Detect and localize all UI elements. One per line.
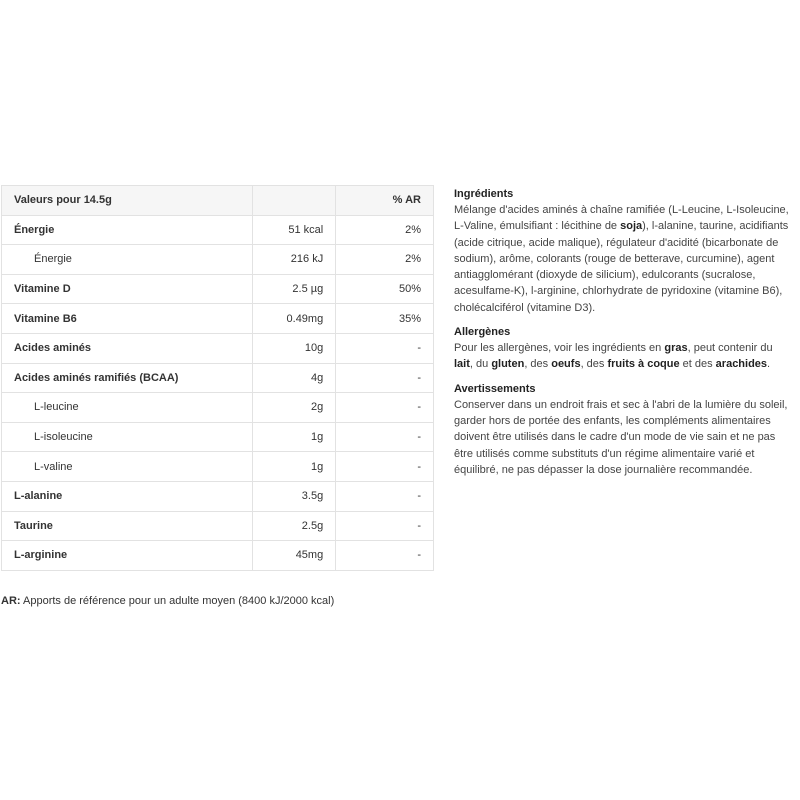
nutrient-amount: 2.5g xyxy=(253,511,336,541)
nutrient-amount: 45mg xyxy=(253,541,336,571)
header-reference-intake: % AR xyxy=(336,186,434,216)
warnings-title: Avertissements xyxy=(454,382,536,395)
nutrient-name: L-leucine xyxy=(2,393,253,423)
nutrient-reference-intake: - xyxy=(336,452,434,482)
nutrient-amount: 4g xyxy=(253,363,336,393)
warnings-text: Conserver dans un endroit frais et sec à l'abri de la lumière du soleil, garder hors de portée des enfants, les compléments alimentaires doivent être utilisés dans le cadre d'un mode de vie sain et ne pas être utilisés comme substituts d'un régime alimentaire varié et équilibré, ne pas dépasser la dose journalière recommandée. xyxy=(454,398,788,476)
nutrient-name: Taurine xyxy=(2,511,253,541)
nutrient-reference-intake: - xyxy=(336,481,434,511)
table-row xyxy=(2,541,434,571)
table-row xyxy=(2,481,434,511)
allergens-text: Pour les allergènes, voir les ingrédients en gras, peut contenir du lait, du gluten, des oeufs, des fruits à coque et des arachides. xyxy=(454,342,773,371)
nutrient-amount: 1g xyxy=(253,452,336,482)
nutrient-reference-intake: - xyxy=(336,333,434,363)
nutrient-name: L-isoleucine xyxy=(2,422,253,452)
nutrient-reference-intake: - xyxy=(336,363,434,393)
nutrient-reference-intake: - xyxy=(336,422,434,452)
nutrient-name: Vitamine B6 xyxy=(2,304,253,334)
nutrient-amount: 2.5 µg xyxy=(253,274,336,304)
nutrient-name: Énergie xyxy=(2,215,253,245)
ingredients-title: Ingrédients xyxy=(454,188,514,200)
nutrient-name: L-alanine xyxy=(2,481,253,511)
nutrient-reference-intake: - xyxy=(336,393,434,423)
nutrient-amount: 2g xyxy=(253,393,336,423)
nutrient-reference-intake: 35% xyxy=(336,304,434,334)
nutrient-name: Énergie xyxy=(2,245,253,275)
nutrient-reference-intake: 2% xyxy=(336,245,434,275)
product-info-panel xyxy=(454,186,794,486)
reference-intake-footnote xyxy=(1,595,334,607)
nutrition-table xyxy=(1,185,434,571)
table-row xyxy=(2,422,434,452)
nutrient-name: Acides aminés ramifiés (BCAA) xyxy=(2,363,253,393)
ingredients-text: Mélange d'acides aminés à chaîne ramifiée (L-Leucine, L-Isoleucine, L-Valine, émulsifiant : lécithine de soja), l-alanine, taurine, acidifiants (acide citrique, acide malique), régulateur d'acidité (bicarbonate de sodium), arôme, colorants (rouge de betterave, curcumine), agent antiagglomérant (dioxyde de silicium), edulcorants (sucralose, acesulfame-K), l-arginine, chlorhydrate de pyridoxine (vitamine B6), cholécalciférol (vitamine D3). xyxy=(454,204,789,314)
nutrient-amount: 0.49mg xyxy=(253,304,336,334)
nutrient-reference-intake: 2% xyxy=(336,215,434,245)
footnote-text: Apports de référence pour un adulte moyen (8400 kJ/2000 kcal) xyxy=(23,595,335,607)
table-row xyxy=(2,245,434,275)
nutrient-amount: 10g xyxy=(253,333,336,363)
table-row xyxy=(2,304,434,334)
table-row xyxy=(2,511,434,541)
nutrient-amount: 216 kJ xyxy=(253,245,336,275)
footnote-label: AR: xyxy=(1,595,21,607)
table-row xyxy=(2,393,434,423)
table-row xyxy=(2,452,434,482)
nutrient-amount: 1g xyxy=(253,422,336,452)
nutrient-amount: 51 kcal xyxy=(253,215,336,245)
table-row xyxy=(2,363,434,393)
table-row xyxy=(2,215,434,245)
allergens-title: Allergènes xyxy=(454,326,511,339)
nutrient-amount: 3.5g xyxy=(253,481,336,511)
nutrient-reference-intake: - xyxy=(336,541,434,571)
header-serving-label: Valeurs pour 14.5g xyxy=(2,186,253,216)
table-row xyxy=(2,274,434,304)
table-header-row xyxy=(2,186,434,216)
nutrient-name: Acides aminés xyxy=(2,333,253,363)
nutrient-name: Vitamine D xyxy=(2,274,253,304)
nutrient-reference-intake: 50% xyxy=(336,274,434,304)
nutrient-name: L-arginine xyxy=(2,541,253,571)
table-row xyxy=(2,333,434,363)
nutrient-reference-intake: - xyxy=(336,511,434,541)
header-amount xyxy=(253,186,336,216)
nutrient-name: L-valine xyxy=(2,452,253,482)
